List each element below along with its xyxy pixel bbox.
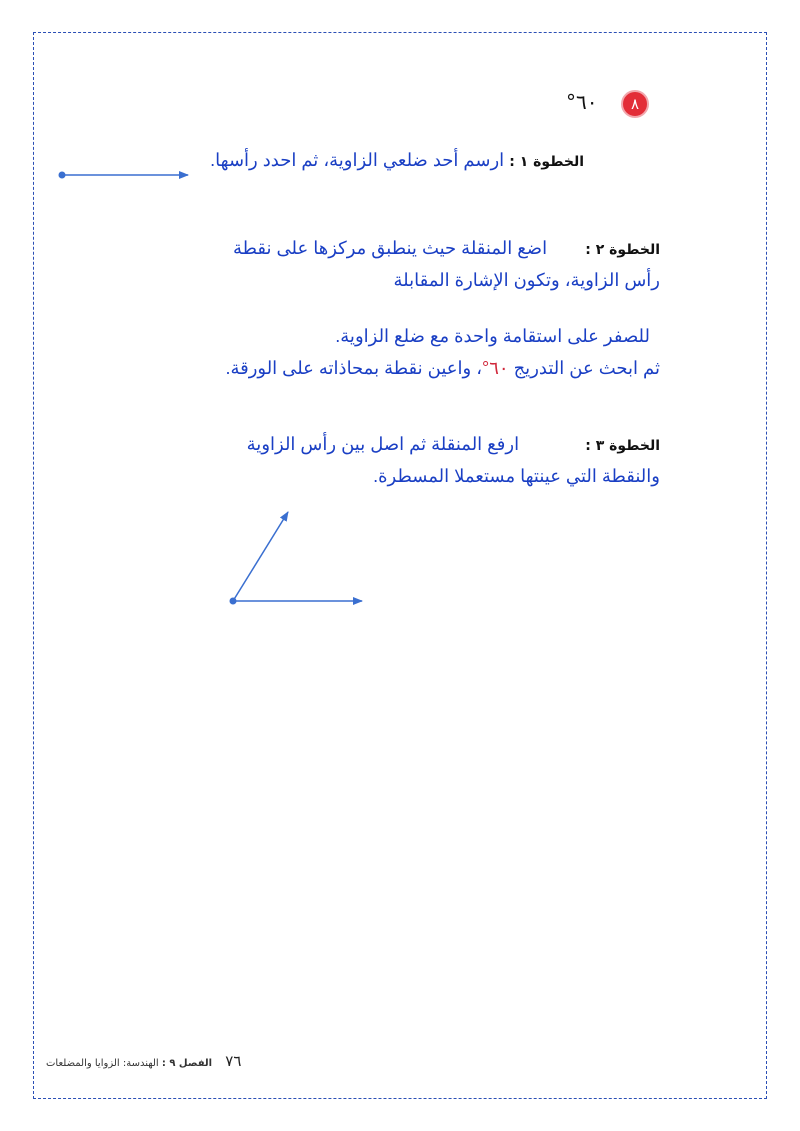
step-3-text-1: ارفع المنقلة ثم اصل بين رأس الزاوية	[246, 434, 520, 454]
page-number: ٧٦	[225, 1052, 242, 1070]
problem-angle: °٦٠	[566, 90, 598, 114]
step-2-text-1: اضع المنقلة حيث ينطبق مركزها على نقطة	[233, 238, 548, 258]
angle-60-figure	[230, 512, 363, 605]
step-3-label: الخطوة ٣ :	[585, 438, 660, 454]
step-3-text-2: والنقطة التي عينتها مستعملا المسطرة.	[373, 466, 660, 486]
step-2-text-4a: ثم ابحث عن التدريج	[513, 358, 660, 378]
chapter-title: الهندسة: الزوايا والمضلعات	[46, 1058, 159, 1069]
step-2-text-3: للصفر على استقامة واحدة مع ضلع الزاوية.	[335, 326, 650, 346]
graduation-value: ٦٠°	[482, 358, 509, 378]
problem-number-badge: ٨	[621, 90, 649, 118]
step-1-vertex-point	[59, 172, 66, 179]
step-1-ray	[59, 172, 189, 179]
page-footer	[46, 1052, 241, 1070]
step-2-text-4b: ، واعين نقطة بمحاذاته على الورقة.	[225, 358, 482, 378]
chapter-label: الفصل ٩ :	[161, 1058, 213, 1069]
angle-60-ray	[233, 512, 288, 601]
angle-vertex-point	[230, 598, 237, 605]
step-1-label: الخطوة ١ :	[509, 154, 584, 170]
step-2-label: الخطوة ٢ :	[585, 242, 660, 258]
step-2-text-2: رأس الزاوية، وتكون الإشارة المقابلة	[393, 270, 660, 290]
step-1-text: ارسم أحد ضلعي الزاوية، ثم احدد رأسها.	[210, 150, 505, 170]
